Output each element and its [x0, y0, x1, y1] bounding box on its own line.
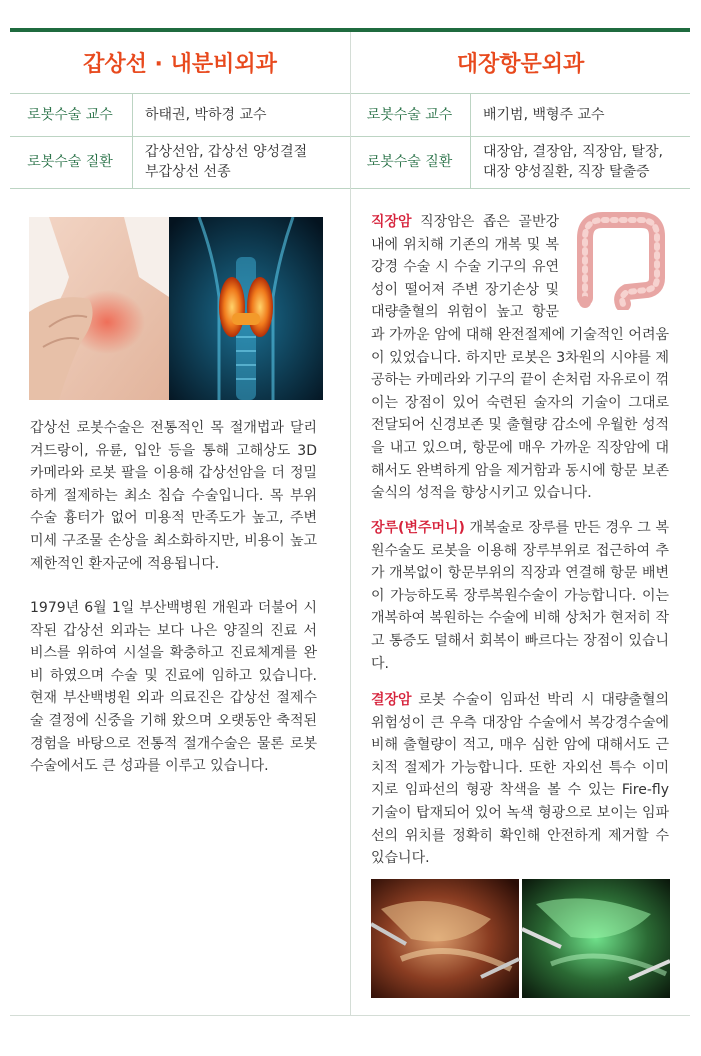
right-row2-label: 로봇수술 질환 [366, 154, 453, 170]
section-colon-cancer-text: 로봇 수술이 임파선 박리 시 대량출혈의 위험성이 큰 우측 대장암 수술에서 복강경수술에 비해 출혈량이 적고, 매우 심한 암에 대해서도 근치적 절제가 가능합니다. 또한 자외선 특수 이미지로 임파선의 형광 착색을 볼 수 있는 Fire-fly 기술이 탑재되어 있어 녹색 형광으로 보이는 임파선의 위치를 정확히 확인해 안전하게 제거할 수 있습니다. [371, 692, 669, 867]
left-row2-label: 로봇수술 질환 [27, 154, 113, 170]
colon-float-spacer [559, 211, 669, 311]
left-row2-value-line1: 갑상선암, 갑상선 양성결절 [145, 144, 308, 160]
section-stoma [371, 517, 669, 675]
left-paragraph-2: 1979년 6월 1일 부산백병원 개원과 더불어 시작된 갑상선 외과는 보다 나은 양질의 진료 서비스를 위하여 시설을 확충하고 진료체계를 완비 하였으며 수술 및 진료에 임하고 있습니다. 현재 부산백병원 외과 의료진은 갑상선 절제수술 결정에 신중을 기해 왔으며 오랫동안 축적된 경험을 바탕으로 전통적 절개수술은 물론 로봇 수술에서도 큰 성과를 이루고 있습니다. [30, 600, 317, 775]
left-row2-value [133, 136, 350, 188]
section-rectal-cancer-heading: 직장암 [371, 214, 412, 230]
surgery-photo [371, 879, 670, 998]
right-row1-label: 로봇수술 교수 [366, 106, 453, 123]
left-row2-value-line2: 부갑상선 선종 [145, 164, 231, 180]
thyroid-photo [29, 217, 323, 400]
section-colon-cancer [371, 689, 669, 870]
right-row2-value [471, 136, 690, 188]
right-dept-title: 대장항문외과 [456, 52, 585, 77]
surgery-photo-graphic [371, 879, 670, 998]
left-row1-value: 하태권, 박하경 교수 [145, 106, 267, 123]
section-stoma-text: 개복술로 장루를 만든 경우 그 복원수술도 로봇을 이용해 장루부위로 접근하여 추가 개복없이 항문부위의 직장과 연결해 항문 배변이 가능하도록 장루복원수술이 가능합니다. 이는 개복하여 복원하는 수술에 비해 상처가 현저히 작고 통증도 덜해서 회복이 빠르다는 장점이 있습니다. [371, 520, 670, 672]
thyroid-photo-graphic [29, 217, 323, 400]
left-paragraph-1: 갑상선 로봇수술은 전통적인 목 절개법과 달리 겨드랑이, 유륜, 입안 등을 통해 고해상도 3D 카메라와 로봇 팔을 이용해 갑상선암을 더 정밀하게 절제하는 최소 침습 수술입니다. 목 부위 수술 흉터가 없어 미용적 만족도가 높고, 주변 미세 구조물 손상을 최소화하지만, 비용이 높고 제한적인 환자군에 적용됩니다. [30, 420, 317, 572]
right-row2-value-line2: 대장 양성질환, 직장 탈출증 [483, 164, 650, 180]
section-colon-cancer-heading: 결장암 [371, 692, 412, 708]
right-table-bottom [351, 188, 690, 189]
bottom-rule [10, 1015, 690, 1016]
section-rectal-cancer [371, 211, 669, 505]
section-rectal-cancer-text: 직장암은 좁은 골반강 내에 위치해 기존의 개복 및 복강경 수술 시 수술 기구의 유연성이 떨어져 주변 장기손상 및 대량출혈의 위험이 높고 항문과 가까운 암에 대해 완전절제에 기술적인 어려움이 있었습니다. 하지만 로봇은 3차원의 시야를 제공하는 카메라와 기구의 끝이 손처럼 자유로이 꺾이는 장점이 있어 숙련된 술자의 기술이 그대로 전달되어 신경보존 및 출혈량 감소에 우월한 성적을 내고 있으며, 항문에 매우 가까운 직장암에 대해서도 완벽하게 암을 제거함과 동시에 항문 보존술식의 성적을 향상시키고 있습니다. [371, 214, 669, 502]
right-row1-value: 배기범, 백형주 교수 [483, 106, 605, 123]
left-table-bottom [10, 188, 350, 189]
left-dept-title: 갑상선 · 내분비외과 [83, 52, 277, 77]
section-stoma-heading: 장루(변주머니) [371, 520, 465, 536]
right-row2-value-line1: 대장암, 결장암, 직장암, 탈장, [483, 144, 663, 160]
left-row1-label: 로봇수술 교수 [27, 106, 113, 123]
